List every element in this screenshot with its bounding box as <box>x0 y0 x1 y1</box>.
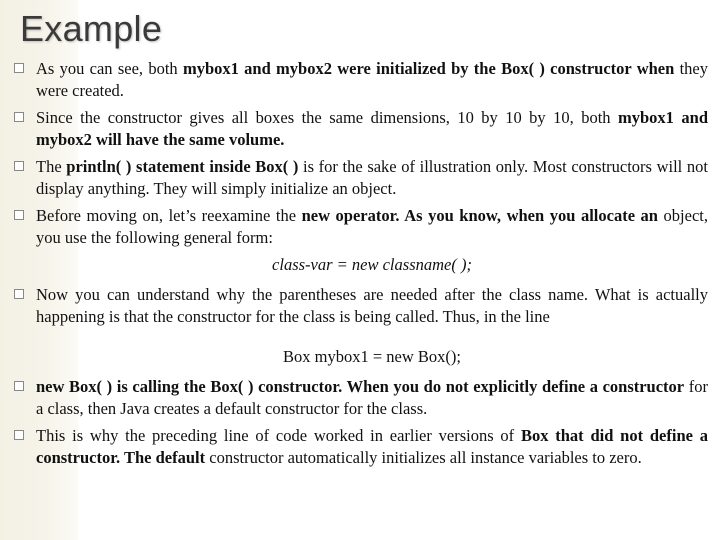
bullet-item <box>14 425 708 469</box>
code-example-box: Box mybox1 = new Box(); <box>283 347 461 366</box>
square-bullet-icon <box>14 381 24 391</box>
bullet-item <box>14 58 708 102</box>
square-bullet-icon <box>14 430 24 440</box>
square-bullet-icon <box>14 63 24 73</box>
bullet-bold-text: mybox1 and mybox2 will have the same volume. <box>36 108 708 149</box>
bullet-item <box>14 284 708 328</box>
bullet-bold-text: mybox1 and mybox2 were initialized by the Box( ) constructor when <box>182 59 675 78</box>
bullet-item <box>14 205 708 249</box>
bullet-text: Before moving on, let’s reexamine the <box>36 206 302 225</box>
bullet-text: constructor automatically initializes all instance variables to zero. <box>205 448 642 467</box>
square-bullet-icon <box>14 289 24 299</box>
bullet-bold-text: new Box( ) is calling the Box( ) constructor. When you do not explicitly define a constructor <box>36 377 685 396</box>
bullet-text: Now you can understand why the parentheses are needed after the class name. What is actually happening is that the constructor for the class is being called. Thus, in the line <box>36 285 708 326</box>
square-bullet-icon <box>14 112 24 122</box>
bullet-text: The <box>36 157 67 176</box>
bullet-bold-text: println( ) statement inside Box( ) <box>66 157 299 176</box>
slide-content <box>14 58 708 474</box>
square-bullet-icon <box>14 210 24 220</box>
bullet-item <box>14 107 708 151</box>
bullet-text: This is why the preceding line of code worked in earlier versions of <box>36 426 521 445</box>
bullet-text: for a class, then Java creates a default constructor for the class. <box>36 377 708 418</box>
bullet-text: object, you use the following general form: <box>36 206 708 247</box>
bullet-bold-text: Box that did not define a constructor. The default <box>36 426 708 467</box>
bullet-text: As you can see, both <box>36 59 183 78</box>
slide-title: Example <box>20 8 163 49</box>
bullet-bold-text: new operator. As you know, when you allocate an <box>301 206 658 225</box>
bullet-item <box>14 156 708 200</box>
bullet-text: is for the sake of illustration only. Most constructors will not display anything. They will simply initialize an object. <box>36 157 708 198</box>
code-example-general-form: class-var = new classname( ); <box>272 255 472 274</box>
square-bullet-icon <box>14 161 24 171</box>
bullet-text: they were created. <box>36 59 708 100</box>
bullet-text: Since the constructor gives all boxes the same dimensions, 10 by 10 by 10, both <box>36 108 619 127</box>
bullet-item <box>14 376 708 420</box>
